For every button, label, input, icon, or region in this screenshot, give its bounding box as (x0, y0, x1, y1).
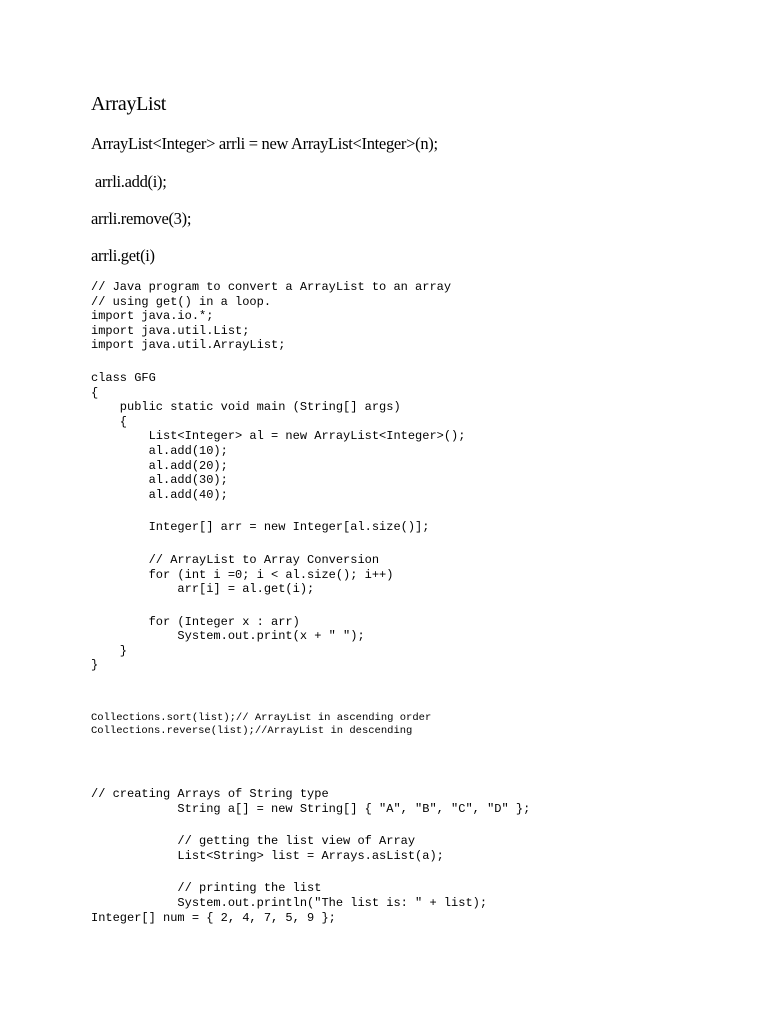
statement-remove: arrli.remove(3); (91, 209, 192, 228)
code-line (91, 535, 465, 553)
code-line (91, 353, 465, 371)
code-line (91, 597, 465, 615)
code-line: { (91, 385, 99, 400)
code-line: { (91, 414, 128, 429)
code-line: import java.util.List; (91, 323, 250, 338)
code-block-collections (91, 712, 431, 738)
code-line: System.out.print(x + " "); (91, 629, 365, 644)
code-line (91, 502, 465, 520)
code-line: Integer[] num = { 2, 4, 7, 5, 9 }; (91, 910, 336, 925)
code-line: al.add(30); (91, 473, 228, 488)
code-line: // using get() in a loop. (91, 294, 272, 309)
code-line: } (91, 658, 99, 673)
statement-add: arrli.add(i); (91, 172, 167, 191)
page-title: ArrayList (91, 93, 167, 115)
code-line: import java.io.*; (91, 309, 214, 324)
statement-declaration: ArrayList<Integer> arrli = new ArrayList<Integer>(n); (91, 134, 438, 153)
code-line: class GFG (91, 370, 156, 385)
code-line: import java.util.ArrayList; (91, 338, 286, 353)
code-line: for (int i =0; i < al.size(); i++) (91, 567, 394, 582)
code-line: // creating Arrays of String type (91, 787, 329, 801)
code-line: Collections.reverse(list);//ArrayList in descending (91, 725, 413, 737)
code-line: al.add(20); (91, 458, 228, 473)
code-line: // printing the list (91, 881, 322, 896)
code-line: arr[i] = al.get(i); (91, 582, 315, 597)
code-block-arrays (91, 787, 530, 925)
code-line: // getting the list view of Array (91, 834, 416, 849)
code-line: // ArrayList to Array Conversion (91, 552, 380, 567)
code-line: public static void main (String[] args) (91, 400, 401, 415)
code-line: al.add(40); (91, 487, 228, 502)
code-line: // Java program to convert a ArrayList to an array (91, 280, 452, 294)
statement-get: arrli.get(i) (91, 246, 155, 265)
code-line: Integer[] arr = new Integer[al.size()]; (91, 520, 430, 535)
code-line: List<String> list = Arrays.asList(a); (91, 848, 444, 863)
code-line (91, 863, 530, 881)
code-line: } (91, 643, 128, 658)
code-line (91, 816, 530, 834)
code-line: al.add(10); (91, 443, 228, 458)
code-line: Collections.sort(list);// ArrayList in ascending order (91, 712, 432, 724)
code-line: String a[] = new String[] { "A", "B", "C", "D" }; (91, 801, 531, 816)
code-line: System.out.println("The list is: " + list); (91, 895, 488, 910)
code-line: for (Integer x : arr) (91, 614, 300, 629)
code-block-conversion (91, 280, 465, 673)
code-line: List<Integer> al = new ArrayList<Integer>(); (91, 429, 466, 444)
